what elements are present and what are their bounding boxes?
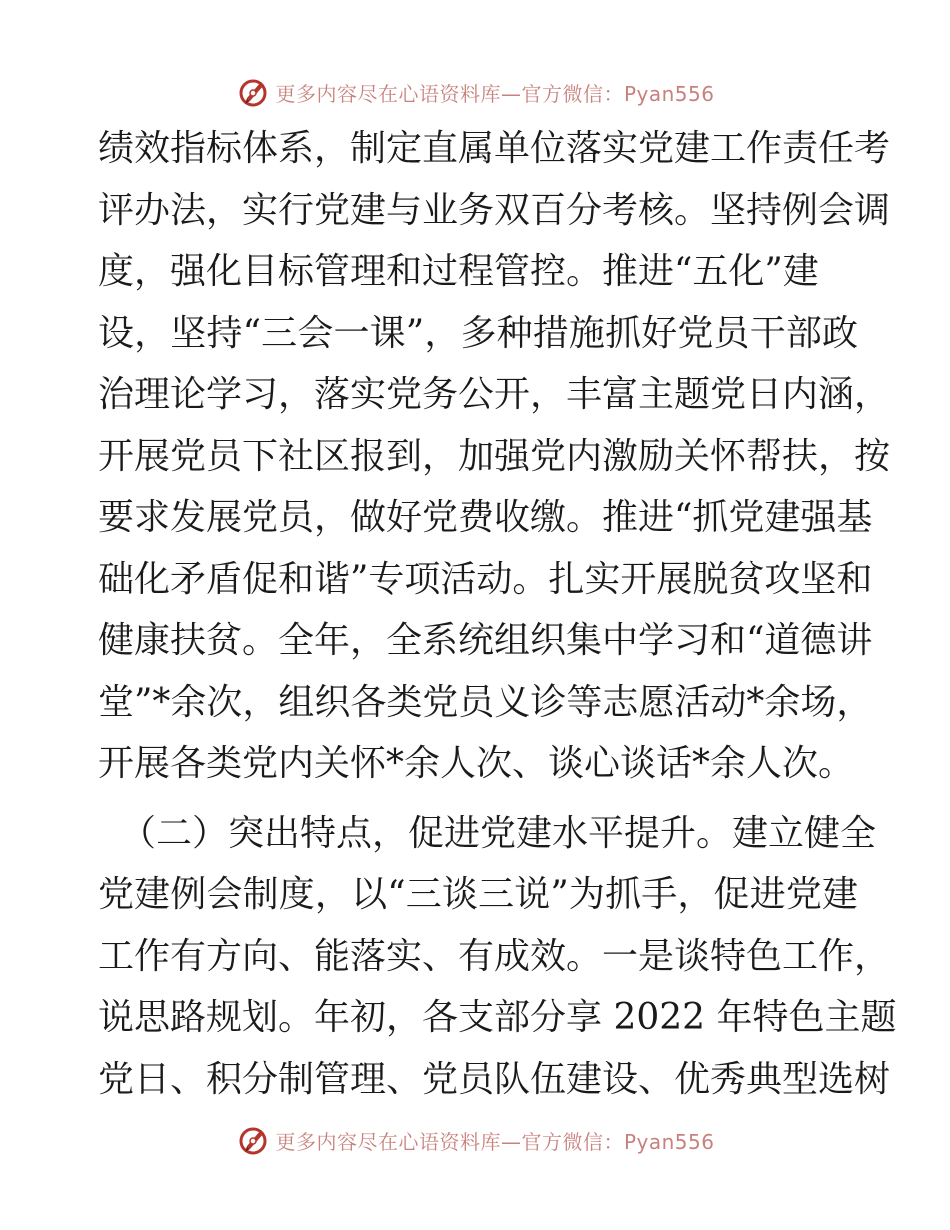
text-line: 础化矛盾促和谐”专项活动。扎实开展脱贫攻坚和 [98,558,873,600]
footer-watermark [0,1118,950,1162]
pen-logo-icon [235,1122,271,1158]
text-line: （二）突出特点，促进党建水平提升。建立健全 [120,812,877,854]
header-watermark [0,70,950,114]
text-line: 治理论学习，落实党务公开，丰富主题党日内涵， [98,374,891,415]
text-line: 说思路规划。年初，各支部分享 2022 年特色主题 [98,997,897,1038]
watermark-text: 更多内容尽在心语资料库—官方微信：Pyan556 [275,81,715,106]
text-line: 开展各类党内关怀*余人次、谈心谈话*余人次。 [98,743,855,784]
text-line: 堂”*余次，组织各类党员义诊等志愿活动*余场， [98,681,873,723]
text-line: 度，强化目标管理和过程管控。推进“五化”建 [98,251,819,292]
text-line: 党日、积分制管理、党员队伍建设、优秀典型选树 [98,1058,891,1100]
text-line: 党建例会制度，以“三谈三说”为抓手，促进党建 [98,874,858,915]
text-line: 评办法，实行党建与业务双百分考核。坚持例会调 [98,189,891,231]
paragraph-2 [98,803,897,1111]
text-line: 开展党员下社区报到，加强党内激励关怀帮扶，按 [98,435,891,477]
text-line: 要求发展党员，做好党费收缴。推进“抓党建强基 [98,497,873,538]
document-body [98,118,897,1110]
watermark-text: 更多内容尽在心语资料库—官方微信：Pyan556 [275,1129,715,1154]
text-line: 绩效指标体系，制定直属单位落实党建工作责任考 [98,128,891,169]
text-line: 健康扶贫。全年，全系统组织集中学习和“道德讲 [98,620,873,661]
text-line: 工作有方向、能落实、有成效。一是谈特色工作， [98,935,891,977]
text-line: 设，坚持“三会一课”，多种措施抓好党员干部政 [98,312,858,354]
pen-logo-icon [235,74,271,110]
paragraph-1 [98,118,891,795]
